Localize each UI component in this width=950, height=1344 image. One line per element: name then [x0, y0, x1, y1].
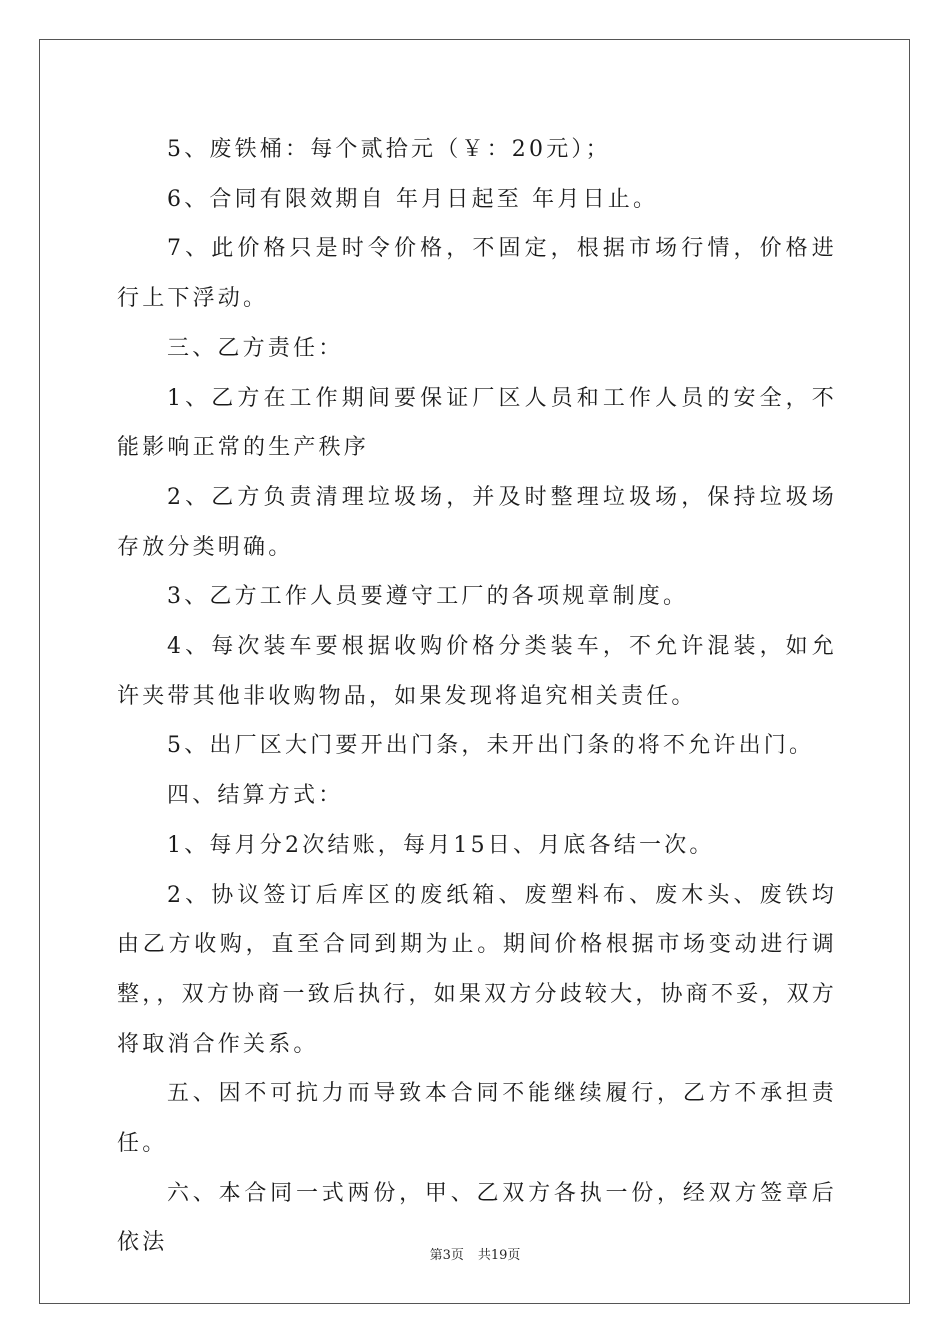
paragraph: 6、合同有限效期自 年月日起至 年月日止。: [167, 186, 659, 212]
page-number: 第3页: [429, 1248, 464, 1263]
section-heading: 四、结算方式：: [167, 783, 344, 809]
paragraph: 4、每次装车要根据收购价格分类装车，不允许混装，如允许夹带其他非收购物品，如果发现将追究相关责任。: [117, 634, 837, 709]
page-total: 共19页: [477, 1248, 521, 1263]
paragraph: 2、协议签订后库区的废纸箱、废塑料布、废木头、废铁均由乙方收购，直至合同到期为止。期间价格根据市场变动进行调整，，双方协商一致后执行，如果双方分歧较大，协商不妥，双方将取消合作关系。: [117, 882, 837, 1057]
paragraph: 2、乙方负责清理垃圾场，并及时整理垃圾场，保持垃圾场存放分类明确。: [117, 484, 837, 560]
paragraph: 1、乙方在工作期间要保证厂区人员和工作人员的安全，不能影响正常的生产秩序: [117, 385, 837, 461]
page-footer: [0, 1247, 950, 1265]
section-heading: 三、乙方责任：: [167, 335, 344, 361]
paragraph: 7、此价格只是时令价格，不固定，根据市场行情，价格进行上下浮动。: [117, 236, 837, 312]
document-body: [117, 125, 837, 1268]
paragraph: 六、本合同一式两份，甲、乙双方各执一份，经双方签章后依法: [117, 1180, 837, 1256]
paragraph: 5、出厂区大门要开出门条，未开出门条的将不允许出门。: [167, 733, 815, 759]
paragraph: 3、乙方工作人员要遵守工厂的各项规章制度。: [167, 584, 689, 610]
paragraph: 5、废铁桶：每个贰拾元（￥：20元）；: [167, 137, 611, 162]
paragraph: 1、每月分2次结账，每月15日、月底各结一次。: [167, 832, 715, 858]
paragraph: 五、因不可抗力而导致本合同不能继续履行，乙方不承担责任。: [117, 1081, 837, 1157]
